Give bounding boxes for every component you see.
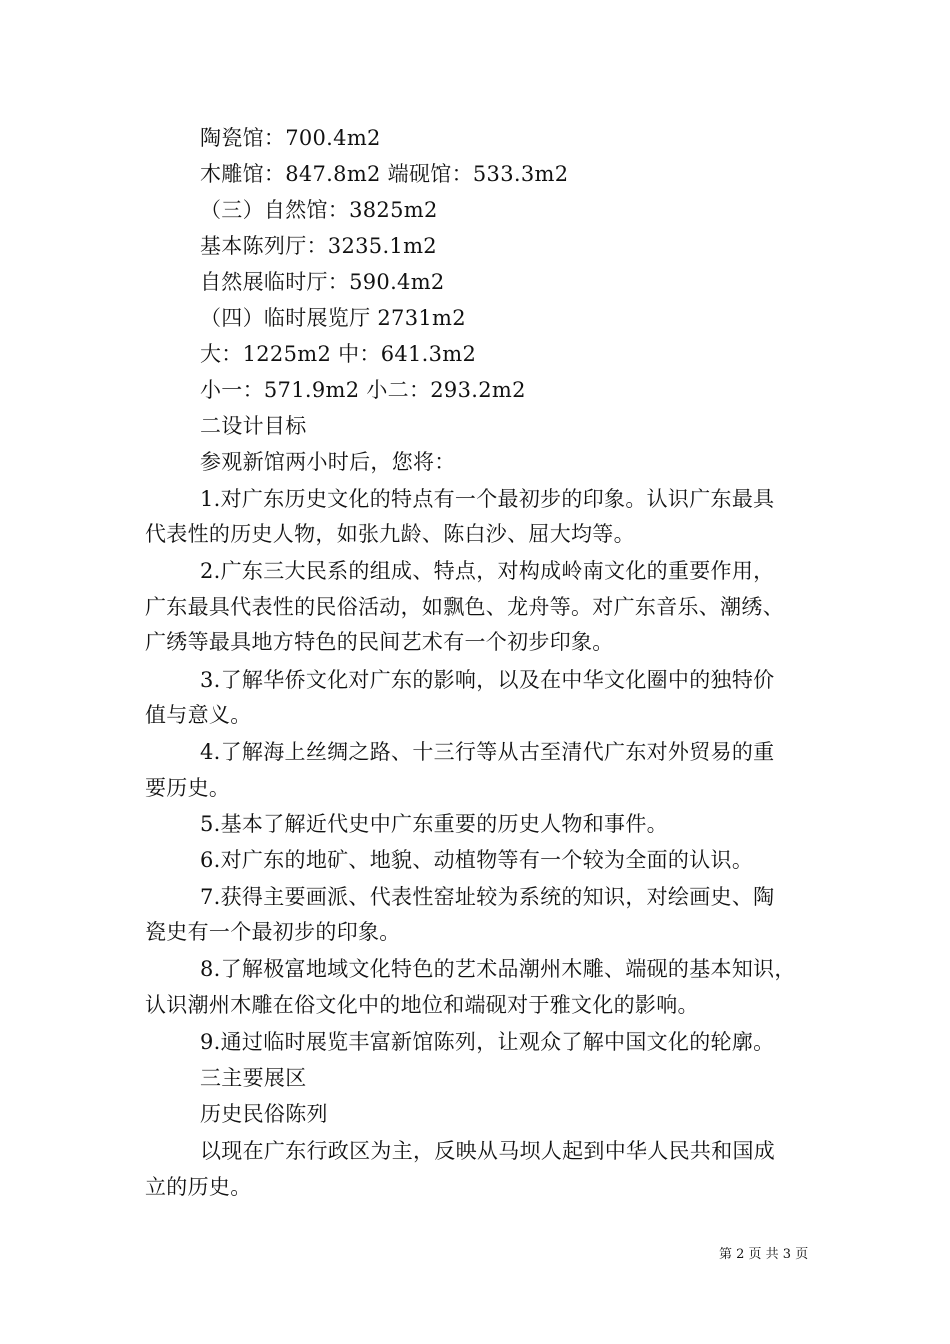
- text-line-woodcarving-inkstone-hall: 木雕馆：847.8m2 端砚馆：533.3m2: [200, 162, 569, 186]
- goal-3-line-2: 值与意义。: [145, 703, 252, 727]
- text-line-nature-hall: （三）自然馆：3825m2: [200, 198, 438, 222]
- section-heading-design-goals: 二设计目标: [200, 414, 307, 438]
- goal-1-line-2: 代表性的历史人物，如张九龄、陈白沙、屈大均等。: [145, 522, 635, 546]
- goal-2-line-3: 广绣等最具地方特色的民间艺术有一个初步印象。: [145, 630, 614, 654]
- goal-2-line-1: 2.广东三大民系的组成、特点，对构成岭南文化的重要作用，: [200, 559, 775, 583]
- goal-8-line-2: 认识潮州木雕在俗文化中的地位和端砚对于雅文化的影响。: [145, 993, 699, 1017]
- text-line-basic-exhibition-hall: 基本陈列厅：3235.1m2: [200, 234, 437, 258]
- subheading-history-folk: 历史民俗陈列: [200, 1102, 328, 1126]
- goal-6-line-1: 6.对广东的地矿、地貌、动植物等有一个较为全面的认识。: [200, 848, 754, 872]
- goal-1-line-1: 1.对广东历史文化的特点有一个最初步的印象。认识广东最具: [200, 487, 775, 511]
- history-para-line-2: 立的历史。: [145, 1175, 252, 1199]
- goal-9-line-1: 9.通过临时展览丰富新馆陈列，让观众了解中国文化的轮廓。: [200, 1030, 775, 1054]
- text-line-after-visit: 参观新馆两小时后，您将：: [200, 450, 456, 474]
- text-line-ceramics-hall: 陶瓷馆：700.4m2: [200, 126, 381, 150]
- goal-7-line-2: 瓷史有一个最初步的印象。: [145, 920, 401, 944]
- goal-8-line-1: 8.了解极富地域文化特色的艺术品潮州木雕、端砚的基本知识，: [200, 957, 796, 981]
- goal-4-line-2: 要历史。: [145, 776, 231, 800]
- goal-4-line-1: 4.了解海上丝绸之路、十三行等从古至清代广东对外贸易的重: [200, 740, 775, 764]
- text-line-nature-temp-hall: 自然展临时厅：590.4m2: [200, 270, 445, 294]
- goal-7-line-1: 7.获得主要画派、代表性窑址较为系统的知识，对绘画史、陶: [200, 885, 775, 909]
- text-line-small-one-two: 小一：571.9m2 小二：293.2m2: [200, 378, 526, 402]
- page-number-footer: 第 2 页 共 3 页: [719, 1247, 809, 1262]
- goal-3-line-1: 3.了解华侨文化对广东的影响，以及在中华文化圈中的独特价: [200, 668, 775, 692]
- text-line-temp-exhibition-hall: （四）临时展览厅 2731m2: [200, 306, 466, 330]
- history-para-line-1: 以现在广东行政区为主，反映从马坝人起到中华人民共和国成: [200, 1139, 776, 1163]
- goal-2-line-2: 广东最具代表性的民俗活动，如飘色、龙舟等。对广东音乐、潮绣、: [145, 595, 784, 619]
- section-heading-main-areas: 三主要展区: [200, 1066, 307, 1090]
- text-line-large-medium: 大：1225m2 中：641.3m2: [200, 342, 477, 366]
- goal-5-line-1: 5.基本了解近代史中广东重要的历史人物和事件。: [200, 812, 668, 836]
